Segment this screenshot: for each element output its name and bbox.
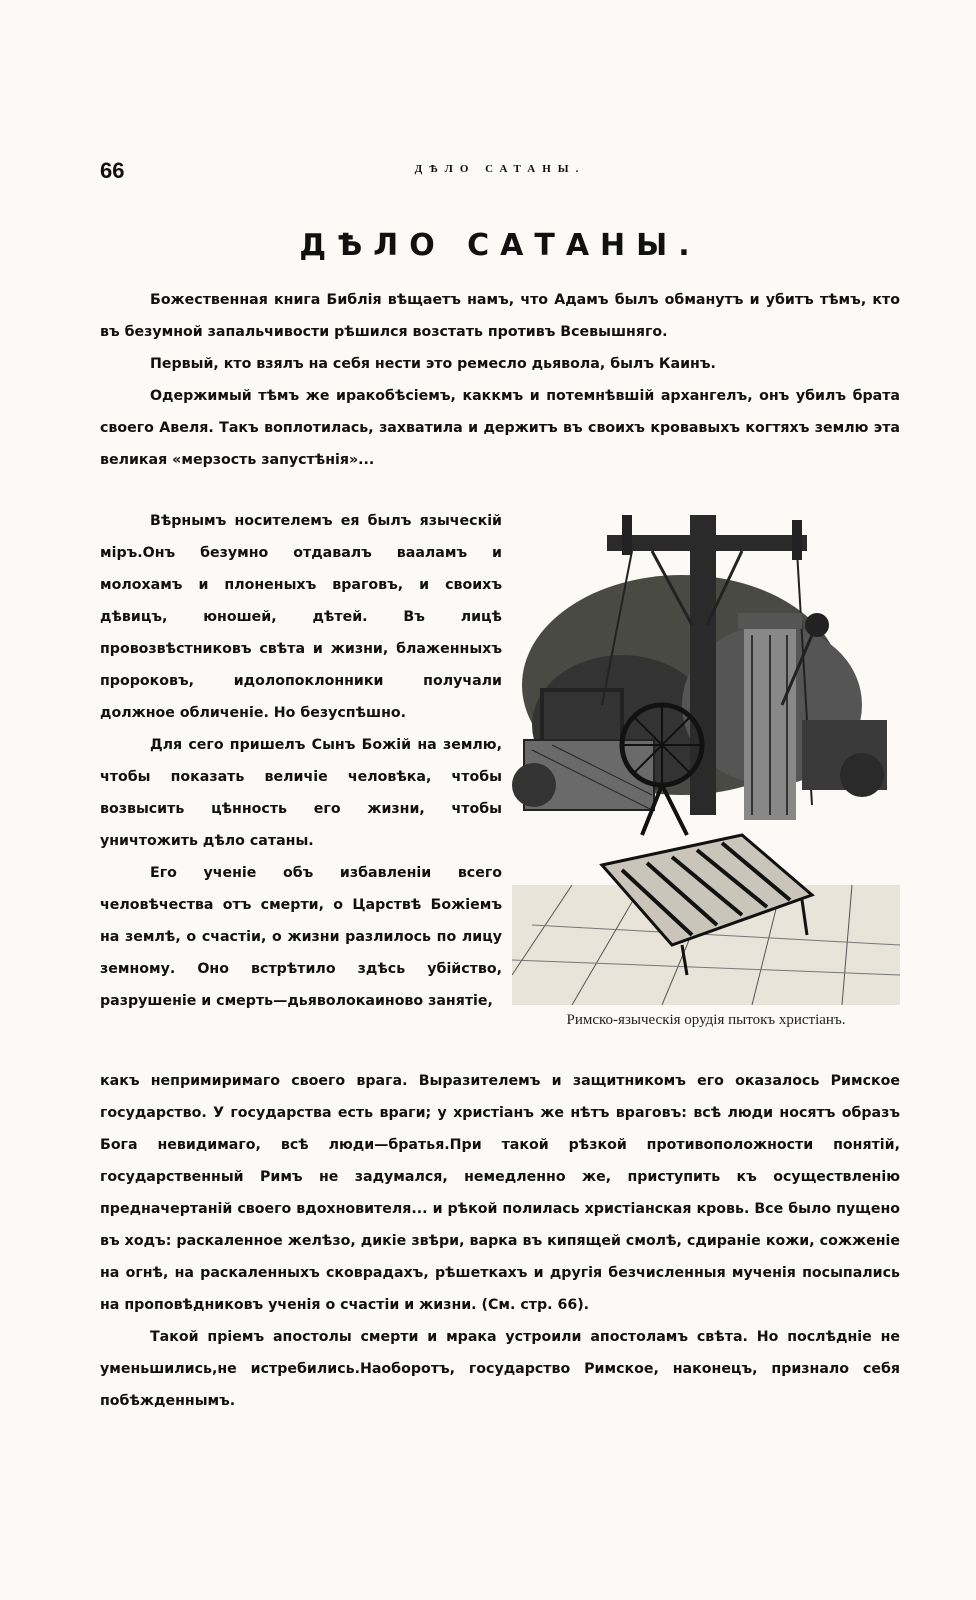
intro-text-block: [100, 284, 900, 476]
engraving-icon: [512, 505, 900, 1005]
torture-instruments-illustration: [512, 505, 900, 1005]
figure-caption: Римско-языческія орудія пытокъ христіанъ.: [566, 1012, 846, 1028]
page-number: 66: [100, 158, 125, 183]
article-title: ДѢЛО САТАНЫ.: [299, 228, 701, 263]
paragraph: Такой пріемъ апостолы смерти и мрака устроили апостоламъ свѣта. Но послѣдніе не уменьшились,не истребились.Наоборотъ, государство Римское, наконецъ, признало себя побѣжденнымъ.: [100, 1329, 900, 1409]
paragraph: Для сего пришелъ Сынъ Божій на землю, чтобы показать величіе человѣка, чтобы возвысить цѣнность его жизни, чтобы уничтожить дѣло сатаны.: [100, 737, 502, 849]
paragraph: Одержимый тѣмъ же иракобѣсіемъ, каккмъ и потемнѣвшій архангелъ, онъ убилъ брата своего Авеля. Такъ воплотилась, захватила и держитъ въ своихъ кровавыхъ когтяхъ землю эта великая «мерзость запустѣнія»...: [100, 388, 900, 468]
closing-text-block: [100, 1065, 900, 1417]
running-title: ДѢЛО САТАНЫ.: [414, 163, 586, 175]
page-header: [100, 158, 900, 188]
paragraph: Первый, кто взялъ на себя нести это ремесло дьявола, былъ Каинъ.: [150, 356, 716, 372]
paragraph: Его ученіе объ избавленіи всего человѣчества отъ смерти, о Царствѣ Божіемъ на землѣ, о счастіи, о жизни разлилось по лицу земному. Оно встрѣтило здѣсь убійство, разрушеніе и смерть—дьяволокаиново занятіе,: [100, 865, 502, 1009]
paragraph: Божественная книга Библія вѣщаетъ намъ, что Адамъ былъ обманутъ и убитъ тѣмъ, кто въ безумной запальчивости рѣшился возстать противъ Всевышняго.: [100, 292, 900, 340]
left-column-text: [100, 505, 502, 1017]
paragraph: Вѣрнымъ носителемъ ея былъ языческій міръ.Онъ безумно отдавалъ вааламъ и молохамъ и плоненыхъ враговъ, и своихъ дѣвицъ, юношей, дѣтей. Въ лицѣ провозвѣстниковъ свѣта и жизни, блаженныхъ пророковъ, идолопоклонники получали должное обличеніе. Но безуспѣшно.: [100, 513, 502, 721]
paragraph: какъ непримиримаго своего врага. Выразителемъ и защитникомъ его оказалось Римское государство. У государства есть враги; у христіанъ же нѣтъ враговъ: всѣ люди носятъ образъ Бога невидимаго, всѣ люди—братья.При такой рѣзкой противоположности понятій, государственный Римъ не задумался, немедленно же, приступить къ осуществленію предначертаній своего вдохновителя... и рѣкой полилась христіанская кровь. Все было пущено въ ходъ: раскаленное желѣзо, дикіе звѣри, варка въ кипящей смолѣ, сдираніе кожи, сожженіе на огнѣ, на раскаленныхъ сковрадахъ, рѣшеткахъ и другія безчисленныя мученія посыпались на проповѣдниковъ ученія о счастіи и жизни. (См. стр. 66).: [100, 1073, 900, 1313]
